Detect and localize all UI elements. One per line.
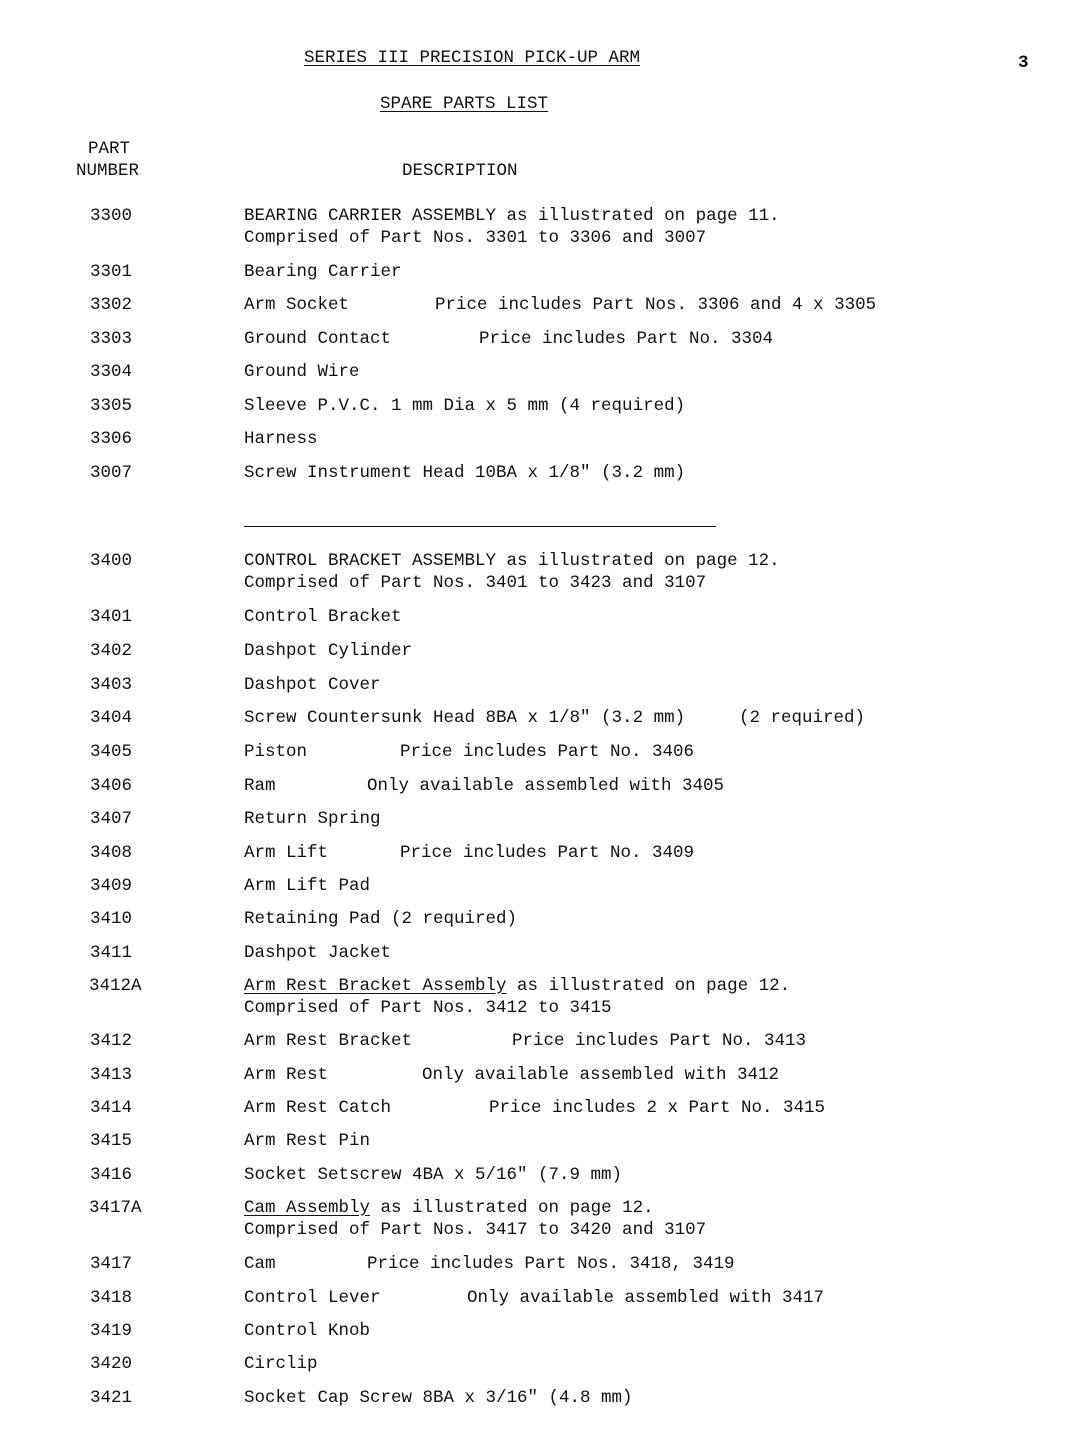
- part-number: 3417A: [89, 1198, 142, 1218]
- assembly-components: Comprised of Part Nos. 3412 to 3415: [244, 998, 612, 1018]
- part-number: 3304: [90, 362, 133, 382]
- part-description: Screw Instrument Head 10BA x 1/8" (3.2 mm): [244, 463, 686, 483]
- part-description: Socket Setscrew 4BA x 5/16" (7.9 mm): [244, 1165, 623, 1185]
- part-description: Piston: [244, 742, 308, 762]
- part-note: Only available assembled with 3417: [467, 1288, 825, 1308]
- part-description: Control Bracket: [244, 607, 402, 627]
- part-number: 3306: [90, 429, 133, 449]
- part-description: Arm Rest: [244, 1065, 329, 1085]
- section-title: SPARE PARTS LIST: [380, 94, 549, 114]
- part-description: Arm Rest Catch: [244, 1098, 392, 1118]
- part-description: Socket Cap Screw 8BA x 3/16" (4.8 mm): [244, 1388, 633, 1408]
- assembly-description: [244, 205, 780, 227]
- part-description: Arm Lift Pad: [244, 876, 371, 896]
- part-note: Price includes Part No. 3409: [400, 843, 695, 863]
- part-note: Price includes Part No. 3406: [400, 742, 695, 762]
- section-divider: [244, 526, 716, 527]
- assembly-name: Arm Rest Bracket Assembly: [244, 976, 507, 996]
- assembly-reference: BEARING CARRIER ASSEMBLY as illustrated on page 11.: [244, 206, 780, 226]
- assembly-description: [244, 975, 790, 997]
- part-description: Control Lever: [244, 1288, 381, 1308]
- part-note: Only available assembled with 3412: [422, 1065, 780, 1085]
- part-number: 3409: [90, 876, 133, 896]
- part-number: 3413: [90, 1065, 133, 1085]
- part-description: Control Knob: [244, 1321, 371, 1341]
- part-note: Price includes Part Nos. 3418, 3419: [367, 1254, 735, 1274]
- assembly-reference: as illustrated on page 12.: [506, 976, 791, 996]
- part-number: 3417: [90, 1254, 133, 1274]
- part-description: Arm Socket: [244, 295, 350, 315]
- part-note: Price includes Part Nos. 3306 and 4 x 3305: [435, 295, 877, 315]
- part-number: 3302: [90, 295, 133, 315]
- part-description: Ram: [244, 776, 276, 796]
- document-title: SERIES III PRECISION PICK-UP ARM: [304, 48, 641, 68]
- assembly-description: [244, 550, 780, 572]
- part-number: 3419: [90, 1321, 133, 1341]
- assembly-reference: CONTROL BRACKET ASSEMBLY as illustrated on page 12.: [244, 551, 780, 571]
- part-description: Arm Rest Bracket: [244, 1031, 413, 1051]
- assembly-description: [244, 1197, 654, 1219]
- part-number: 3416: [90, 1165, 133, 1185]
- part-description: Return Spring: [244, 809, 381, 829]
- page-number: 3: [1018, 53, 1029, 73]
- part-number: 3412: [90, 1031, 133, 1051]
- part-number: 3410: [90, 909, 133, 929]
- part-note: Price includes Part No. 3413: [512, 1031, 807, 1051]
- part-note: Only available assembled with 3405: [367, 776, 725, 796]
- part-number: 3305: [90, 396, 133, 416]
- part-description: Ground Wire: [244, 362, 360, 382]
- part-number: 3401: [90, 607, 133, 627]
- part-description: Cam: [244, 1254, 276, 1274]
- part-description: Dashpot Cylinder: [244, 641, 413, 661]
- assembly-components: Comprised of Part Nos. 3301 to 3306 and 3007: [244, 228, 707, 248]
- part-description: Arm Rest Pin: [244, 1131, 371, 1151]
- part-description: Ground Contact: [244, 329, 392, 349]
- column-header-number: NUMBER: [76, 161, 140, 181]
- part-number: 3408: [90, 843, 133, 863]
- column-header-description: DESCRIPTION: [402, 161, 518, 181]
- part-number: 3420: [90, 1354, 133, 1374]
- part-description: Arm Lift: [244, 843, 329, 863]
- column-header-part: PART: [88, 139, 131, 159]
- part-number: 3300: [90, 206, 133, 226]
- part-number: 3421: [90, 1388, 133, 1408]
- assembly-components: Comprised of Part Nos. 3417 to 3420 and 3107: [244, 1220, 707, 1240]
- part-description: Harness: [244, 429, 318, 449]
- part-number: 3404: [90, 708, 133, 728]
- part-number: 3411: [90, 943, 133, 963]
- part-description: Bearing Carrier: [244, 262, 402, 282]
- assembly-reference: as illustrated on page 12.: [370, 1198, 654, 1218]
- part-number: 3403: [90, 675, 133, 695]
- part-description: Retaining Pad (2 required): [244, 909, 518, 929]
- part-note: Price includes 2 x Part No. 3415: [489, 1098, 826, 1118]
- assembly-name: Cam Assembly: [244, 1198, 371, 1218]
- part-number: 3412A: [89, 976, 142, 996]
- part-number: 3415: [90, 1131, 133, 1151]
- part-number: 3301: [90, 262, 133, 282]
- part-number: 3303: [90, 329, 133, 349]
- part-note: Price includes Part No. 3304: [479, 329, 774, 349]
- part-note: (2 required): [739, 708, 866, 728]
- part-number: 3400: [90, 551, 133, 571]
- part-description: Screw Countersunk Head 8BA x 1/8" (3.2 mm): [244, 708, 686, 728]
- part-description: Dashpot Cover: [244, 675, 381, 695]
- part-number: 3007: [90, 463, 133, 483]
- part-description: Sleeve P.V.C. 1 mm Dia x 5 mm (4 required): [244, 396, 686, 416]
- part-description: Circlip: [244, 1354, 318, 1374]
- part-description: Dashpot Jacket: [244, 943, 392, 963]
- part-number: 3406: [90, 776, 133, 796]
- part-number: 3405: [90, 742, 133, 762]
- part-number: 3407: [90, 809, 133, 829]
- assembly-components: Comprised of Part Nos. 3401 to 3423 and 3107: [244, 573, 707, 593]
- part-number: 3414: [90, 1098, 133, 1118]
- part-number: 3402: [90, 641, 133, 661]
- part-number: 3418: [90, 1288, 133, 1308]
